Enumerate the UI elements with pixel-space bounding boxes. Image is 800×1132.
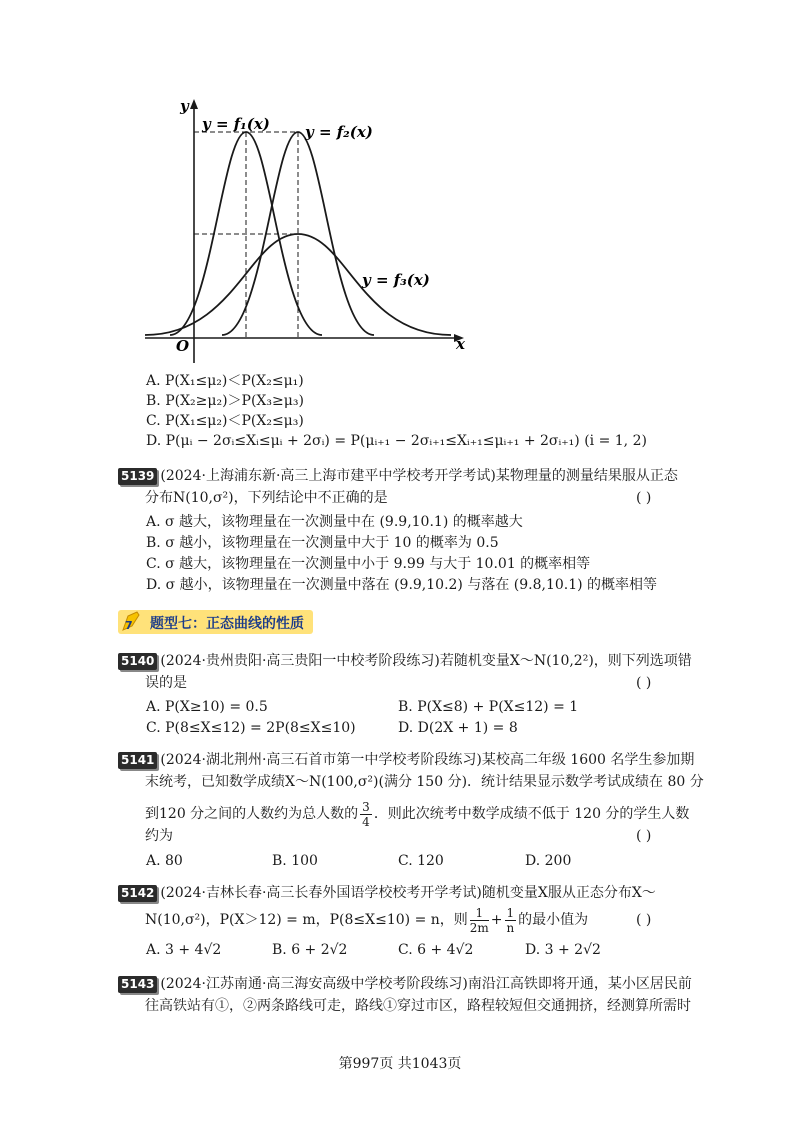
y-axis-arrow (190, 99, 198, 109)
plus-sign: + (490, 912, 503, 928)
q5140-line2: 误的是 (145, 675, 187, 691)
fraction-one-over-n: $\frac{1}{n}$ (506, 905, 515, 935)
fraction-one-over-2m: $\frac{1}{2m}$ (469, 905, 489, 935)
x-axis-label: x (456, 335, 465, 353)
q5140-option-d: D. D(2X + 1) = 8 (398, 720, 518, 736)
q5139-line2: 分布N(10,σ²)，下列结论中不正确的是 (145, 490, 388, 506)
q5142-text2b: 的最小值为 (518, 912, 589, 928)
question-number: 5141 (118, 752, 157, 769)
question-number: 5139 (118, 468, 157, 485)
pencil-badge-icon (120, 610, 142, 634)
q5141-option-d: D. 200 (525, 853, 572, 869)
q5142-option-b: B. 6 + 2√2 (272, 942, 348, 958)
q5140-paren: ( ) (636, 675, 652, 691)
q5141-option-a: A. 80 (146, 853, 183, 869)
prev-option-d: D. P(μᵢ − 2σᵢ≤Xᵢ≤μᵢ + 2σᵢ) = P(μᵢ₊₁ − 2σᵢ₊₁≤Xᵢ₊₁≤μᵢ₊₁ + 2σᵢ₊₁) (i = 1, 2) (146, 433, 647, 449)
q5142-line1 (118, 884, 656, 902)
q5141-option-b: B. 100 (272, 853, 318, 869)
q5141-text3b: ．则此次统考中数学成绩不低于 120 分的学生人数 (373, 806, 690, 822)
label-f3: y = f₃(x) (362, 271, 430, 289)
q5140-option-b: B. P(X≤8) + P(X≤12) = 1 (398, 699, 579, 715)
q5142-text2a: N(10,σ²)，P(X＞12) = m，P(8≤X≤10) = n，则 (145, 912, 468, 928)
q5142-option-c: C. 6 + 4√2 (398, 942, 474, 958)
y-axis-label: y (180, 97, 189, 115)
q5140-option-c: C. P(8≤X≤12) = 2P(8≤X≤10) (146, 720, 356, 736)
q5142-option-a: A. 3 + 4√2 (146, 942, 222, 958)
section-title: 题型七：正态曲线的性质 (150, 616, 304, 632)
label-f1: y = f₁(x) (202, 115, 270, 133)
q5139-option-a: A. σ 越大，该物理量在一次测量中在 (9.9,10.1) 的概率越大 (146, 514, 523, 530)
q5140-option-a: A. P(X≥10) = 0.5 (146, 699, 268, 715)
q5139-paren: ( ) (636, 490, 652, 506)
origin-label: O (176, 337, 190, 355)
q5139-text1: (2024·上海浦东新·高三上海市建平中学校考开学考试)某物理量的测量结果服从正态 (160, 468, 678, 484)
q5139-option-c: C. σ 越大，该物理量在一次测量中小于 9.99 与大于 10.01 的概率相等 (146, 556, 591, 572)
svg-text:7: 7 (125, 619, 133, 632)
q5141-paren: ( ) (636, 828, 652, 844)
q5139-line1 (118, 467, 678, 485)
q5143-line2: 往高铁站有①，②两条路线可走，路线①穿过市区，路程较短但交通拥挤，经测算所需时 (145, 998, 691, 1014)
question-number: 5142 (118, 885, 157, 902)
q5140-text1: (2024·贵州贵阳·高三贵阳一中校考阶段练习)若随机变量X～N(10,2²)，则下列选项错 (160, 653, 692, 669)
q5141-option-c: C. 120 (398, 853, 444, 869)
prev-option-b: B. P(X₂≥μ₂)＞P(X₃≥μ₃) (146, 393, 304, 409)
q5143-text1: (2024·江苏南通·高三海安高级中学校考阶段练习)南沿江高铁即将开通，某小区居民前 (160, 976, 692, 992)
q5139-option-d: D. σ 越小，该物理量在一次测量中落在 (9.9,10.2) 与落在 (9.8,10.1) 的概率相等 (146, 577, 658, 593)
q5139-option-b: B. σ 越小，该物理量在一次测量中大于 10 的概率为 0.5 (146, 535, 499, 551)
q5141-line2: 末统考，已知数学成绩X～N(100,σ²)(满分 150 分)．统计结果显示数学考试成绩在 80 分 (145, 774, 704, 790)
prev-option-a: A. P(X₁≤μ₂)＜P(X₂≤μ₁) (146, 373, 304, 389)
section-header (118, 610, 313, 634)
q5140-line1 (118, 652, 692, 670)
q5141-line4: 约为 (145, 828, 173, 844)
q5142-option-d: D. 3 + 2√2 (525, 942, 601, 958)
fraction-three-quarters: $\frac{3}{4}$ (362, 799, 370, 829)
q5143-line1 (118, 975, 692, 993)
q5142-paren: ( ) (636, 912, 652, 928)
q5141-line3 (145, 798, 689, 830)
label-f2: y = f₂(x) (305, 123, 373, 141)
q5141-text1: (2024·湖北荆州·高三石首市第一中学校考阶段练习)某校高二年级 1600 名学生参加期 (160, 752, 695, 768)
q5141-text3a: 到120 分之间的人数约为总人数的 (145, 806, 359, 822)
page-footer: 第997页 共1043页 (338, 1056, 462, 1072)
q5141-line1 (118, 751, 694, 769)
q5142-line2 (145, 904, 588, 936)
q5142-text1: (2024·吉林长春·高三长春外国语学校校考开学考试)随机变量X服从正态分布X～ (160, 885, 656, 901)
question-number: 5140 (118, 653, 157, 670)
question-number: 5143 (118, 976, 157, 993)
prev-option-c: C. P(X₁≤μ₂)＜P(X₂≤μ₃) (146, 413, 304, 429)
normal-curves-graph (140, 95, 480, 365)
